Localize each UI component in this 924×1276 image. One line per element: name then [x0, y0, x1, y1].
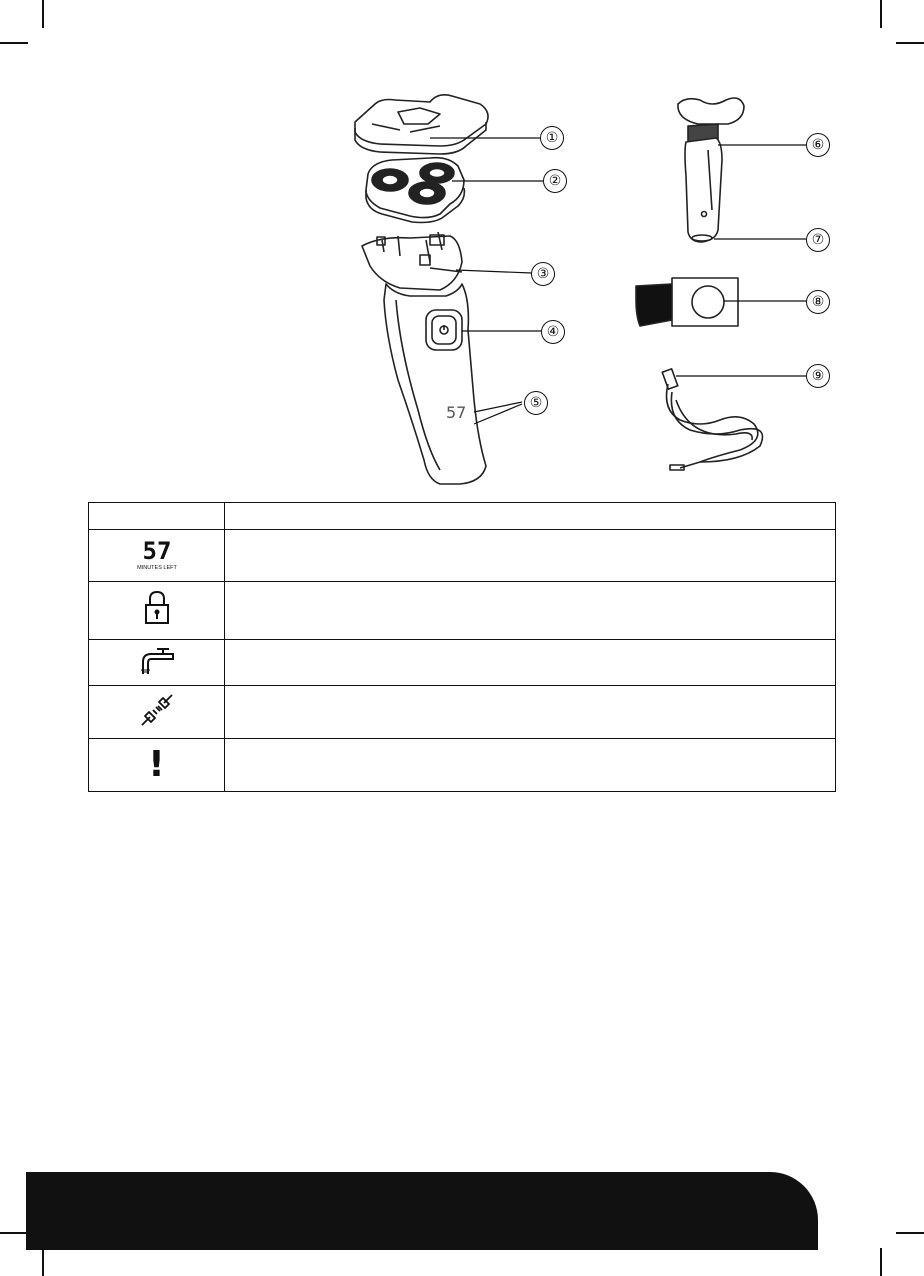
svg-text:57: 57: [142, 537, 171, 565]
callout-6: ⑥: [806, 133, 830, 157]
callout-7: ⑦: [806, 228, 830, 252]
table-row: [89, 739, 836, 792]
exclamation-icon: !: [148, 744, 165, 785]
shaver-parts-diagram: [0, 0, 924, 500]
cleaning-brush-illustration: [636, 278, 738, 326]
callout-1: ①: [540, 126, 564, 150]
digit-display-icon: [127, 533, 187, 573]
display-icons-table: [88, 502, 836, 792]
lock-icon: [142, 589, 172, 627]
usb-cable-illustration: [662, 369, 762, 470]
callout-9: ⑨: [806, 364, 830, 388]
row-description: [225, 739, 836, 792]
callout-4: ④: [541, 320, 565, 344]
callout-5: ⑤: [524, 391, 548, 415]
row-description: [225, 640, 836, 686]
svg-text:57: 57: [446, 403, 467, 422]
crop-mark-bl-v: [42, 1248, 44, 1276]
row-description: [225, 686, 836, 739]
faucet-icon: [137, 644, 177, 676]
crop-mark-bl-h: [0, 1232, 28, 1234]
table-row: [89, 530, 836, 582]
shaving-heads-illustration: [366, 158, 464, 223]
description-column-header: [225, 503, 836, 530]
svg-text:MINUTES LEFT: MINUTES LEFT: [136, 565, 177, 571]
protective-cap-illustration: [355, 95, 488, 154]
table-row: [89, 686, 836, 739]
crop-mark-br-h: [896, 1232, 924, 1234]
plug-icon: [137, 690, 177, 730]
footer-bar: [26, 1172, 818, 1250]
table-header-row: [89, 503, 836, 530]
row-description: [225, 530, 836, 582]
callout-8: ⑧: [806, 290, 830, 314]
row-description: [225, 582, 836, 640]
shaver-side-view-illustration: [678, 98, 744, 242]
table-row: [89, 582, 836, 640]
crop-mark-br-v: [880, 1248, 882, 1276]
icon-column-header: [89, 503, 225, 530]
table-row: [89, 640, 836, 686]
callout-2: ②: [543, 169, 567, 193]
shaver-body-illustration: [362, 232, 486, 484]
callout-3: ③: [531, 262, 555, 286]
